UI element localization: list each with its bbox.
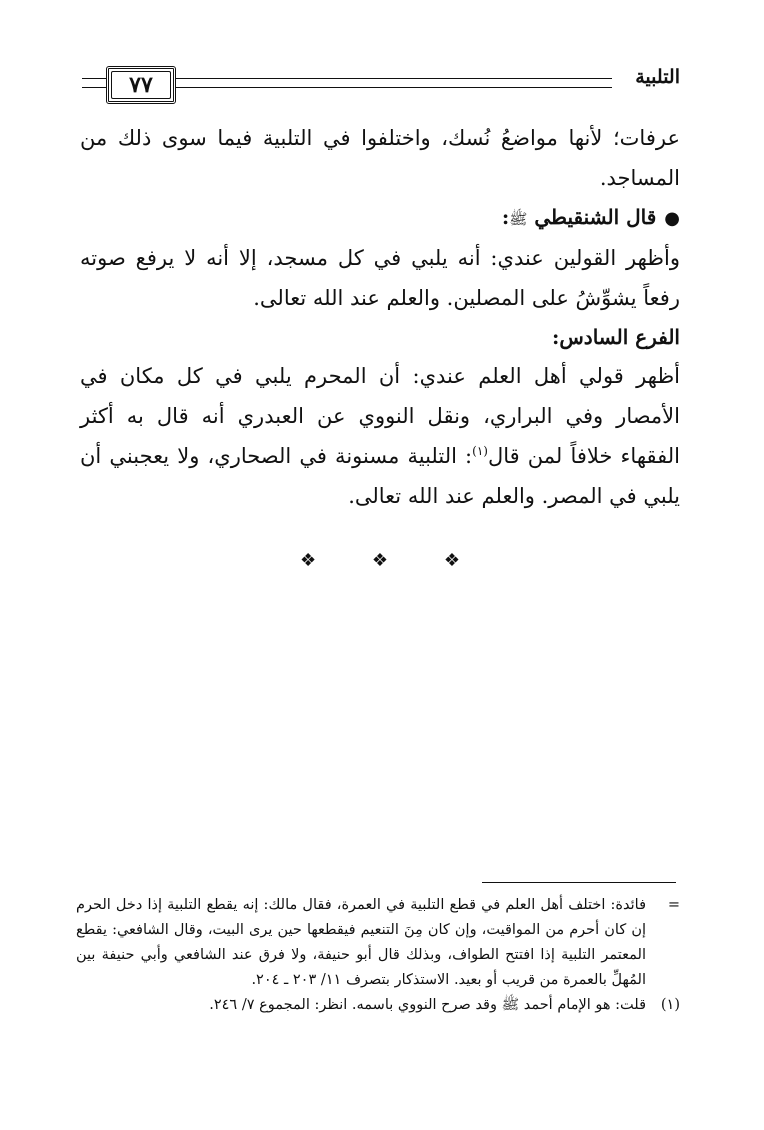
footnote-continuation-text: فائدة: اختلف أهل العلم في قطع التلبية في العمرة، فقال مالك: إنه يقطع التلبية إذا دخل الحرم إن كان أحرم من المواقيت، وإن كان مِنَ التنعيم فيقطعها حين يرى البيت، وقال الشافعي: يقطع المعتمر التلبية إذا افتتح الطواف، وبذلك قال أبو حنيفة، ولا فرق عند الشافعي وأبي حنيفة بين المُهلِّ بالعمرة من قريب أو بعيد. الاستذكار بتصرف ١١/ ٢٠٣ ـ ٢٠٤. [76,897,646,988]
footnote-1-text: قلت: هو الإمام أحمد ﷺ وقد صرح النووي باسمه. انظر: المجموع ٧/ ٢٤٦. [209,997,646,1013]
paragraph-1: عرفات؛ لأنها مواضعُ نُسك، واختلفوا في التلبية فيما سوى ذلك من المساجد. [80,126,680,190]
honorific-glyph: ﷺ [509,210,528,228]
ornament-icon: ❖ [371,550,389,571]
section-heading-shanqiti [80,198,680,238]
page-header [82,66,680,106]
footnote-1 [76,993,680,1018]
page-number [106,66,176,104]
footnotes [76,893,680,1018]
footnote-1-marker: (١) [660,997,680,1013]
header-rule-left [82,78,106,88]
ornament-icon: ❖ [300,550,317,571]
ornament-icon: ❖ [443,550,460,571]
paragraph-2: وأظهر القولين عندي: أنه يلبي في كل مسجد، إلا أنه لا يرفع صوته رفعاً يشوِّشُ على المصلين. والعلم عند الله تعالى. [80,246,680,310]
section-heading-sixth-branch: الفرع السادس: [552,325,680,349]
main-text [80,118,680,516]
header-rule-right [176,78,612,88]
page-number-text: ٧٧ [129,72,153,98]
paragraph-3 [80,356,680,516]
footnote-continuation-marker: = [667,897,680,913]
paragraph-3-part-2: : التلبية مسنونة في الصحاري، ولا يعجبني أن يلبي في المصر. والعلم عند الله تعالى. [80,444,680,508]
section-heading-text: قال الشنقيطي [534,205,657,229]
footnote-ref-1: (١) [472,444,488,458]
section-heading-colon: : [501,205,510,229]
bullet-icon: ● [664,208,680,229]
paragraph-3-part-1: أظهر قولي أهل العلم عندي: أن المحرم يلبي في كل مكان في الأمصار وفي البراري، ونقل النووي عن العبدري أنه قال به أكثر الفقهاء خلافاً لمن قال [80,364,680,468]
footnote-separator [482,882,676,883]
running-title: التلبية [635,66,680,88]
footnote-continuation [76,893,680,993]
section-divider [300,550,460,571]
